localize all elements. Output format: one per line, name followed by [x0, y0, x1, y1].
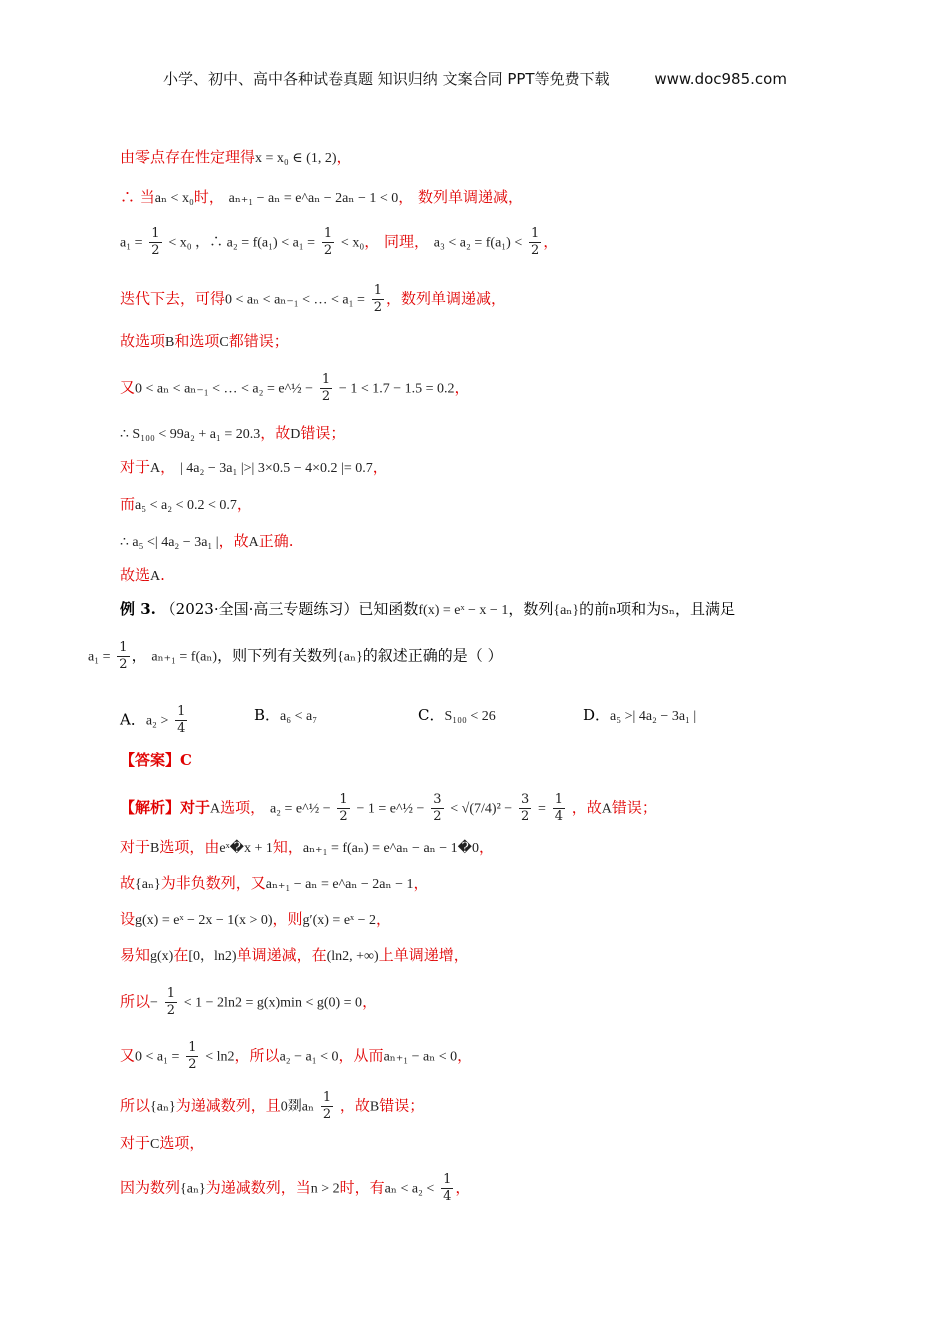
line-6: 又0 < aₙ < aₙ₋₁ < … < a₂ = e^½ − $\frac{1}{2}$ − 1 < 1.7 − 1.5 = 0.2， — [120, 372, 470, 404]
line-10: ∴ a₅ <| 4a₂ − 3a₁ |，故A正确. — [120, 532, 294, 550]
analysis-line-10: 因为数列{aₙ}为递减数列，当n > 2时，有aₙ < a₂ < $\frac{1}{4}$ ， — [120, 1172, 471, 1204]
fraction-half: $\frac{1}{2}$ — [373, 283, 382, 315]
fraction-quarter: $\frac{1}{4}$ — [443, 1172, 452, 1204]
fraction-half: $\frac{1}{2}$ — [188, 1040, 197, 1072]
line-11: 故选A. — [120, 566, 165, 584]
line-4: 迭代下去，可得0 < aₙ < aₙ₋₁ < … < a₁ = $\frac{1}{2}$ ，数列单调递减， — [120, 283, 506, 315]
fraction-half: $\frac{1}{2}$ — [531, 226, 540, 258]
page-header — [0, 68, 950, 89]
header-text: 小学、初中、高中各种试卷真题 知识归纳 文案合同 PPT等免费下载 — [163, 70, 610, 88]
line-1: 由零点存在性定理得x = x₀ ∈ (1, 2)， — [120, 148, 352, 166]
analysis-line-6: 所以− $\frac{1}{2}$ < 1 − 2ln2 = g(x)min < g(0) = 0， — [120, 986, 378, 1018]
fraction-half: $\frac{1}{2}$ — [166, 986, 175, 1018]
fraction-quarter: $\frac{1}{4}$ — [177, 704, 186, 736]
analysis-line-2: 对于B选项，由eˣ�x + 1知，aₙ₊₁ = f(aₙ) = e^aₙ − aₙ − 1�0， — [120, 838, 494, 856]
analysis-line-9: 对于C选项， — [120, 1134, 205, 1152]
option-b: B．a₆ < a₇ — [254, 706, 318, 724]
option-a: A．a₂ > $\frac{1}{4}$ — [120, 704, 186, 736]
line-8: 对于A， | 4a₂ − 3a₁ |>| 3×0.5 − 4×0.2 |= 0.7， — [120, 458, 388, 476]
line-3: a₁ = $\frac{1}{2}$ < x₀ ，∴ a₂ = f(a₁) < a₁ = $\frac{1}{2}$ < x₀， 同理， a₃ < a₂ = f(a₁) < $\frac{1}{2}$ ， — [120, 226, 559, 258]
fraction-half: $\frac{1}{2}$ — [119, 640, 128, 672]
analysis-line-1: 【解析】对于A选项， a₂ = e^½ − $\frac{1}{2}$ − 1 = e^½ − $\frac{3}{2}$ < √(7/4)² − $\frac{3}{2}$ = $\frac{1}{4}$ ，故A错误； — [120, 792, 657, 824]
answer: 【答案】C — [120, 751, 192, 769]
fraction-quarter: $\frac{1}{4}$ — [554, 792, 563, 824]
example-line-1: 例 3. （2023·全国·高三专题练习）已知函数f(x) = eˣ − x − 1，数列{aₙ}的前n项和为Sₙ，且满足 — [120, 600, 735, 618]
analysis-line-7: 又0 < a₁ = $\frac{1}{2}$ < ln2，所以a₂ − a₁ < 0，从而aₙ₊₁ − aₙ < 0， — [120, 1040, 473, 1072]
example-line-2: a₁ = $\frac{1}{2}$ ， aₙ₊₁ = f(aₙ)，则下列有关数列{aₙ}的叙述正确的是（ ） — [88, 640, 503, 672]
fraction-half: $\frac{1}{2}$ — [322, 1090, 332, 1122]
line-7: ∴ S₁₀₀ < 99a₂ + a₁ = 20.3，故D错误； — [120, 424, 346, 442]
option-d: D．a₅ >| 4a₂ − 3a₁ | — [583, 706, 697, 724]
option-c: C．S₁₀₀ < 26 — [418, 706, 496, 724]
analysis-line-5: 易知g(x)在[0，ln2)单调递减，在(ln2, +∞)上单调递增， — [120, 946, 469, 964]
line-5: 故选项B和选项C都错误； — [120, 332, 289, 350]
analysis-line-8: 所以{aₙ}为递减数列，且0剟aₙ $\frac{1}{2}$ ，故B错误； — [120, 1090, 425, 1122]
fraction-half: $\frac{1}{2}$ — [151, 226, 160, 258]
analysis-line-4: 设g(x) = eˣ − 2x − 1(x > 0)，则g′(x) = eˣ − 2， — [120, 910, 391, 928]
fraction-half: $\frac{1}{2}$ — [321, 372, 331, 404]
fraction-three-half: $\frac{3}{2}$ — [433, 792, 442, 824]
header-site: www.doc985.com — [654, 70, 787, 88]
fraction-half: $\frac{1}{2}$ — [339, 792, 348, 824]
example-label: 例 3. — [120, 600, 156, 618]
fraction-half: $\frac{1}{2}$ — [323, 226, 333, 258]
line-2: ∴ 当aₙ < x₀时， aₙ₊₁ − aₙ = e^aₙ − 2aₙ − 1 < 0， 数列单调递减， — [120, 188, 524, 206]
analysis-line-3: 故{aₙ}为非负数列，又aₙ₊₁ − aₙ = e^aₙ − 2aₙ − 1， — [120, 874, 429, 892]
line-9: 而a₅ < a₂ < 0.2 < 0.7， — [120, 495, 252, 513]
fraction-three-half: $\frac{3}{2}$ — [520, 792, 530, 824]
